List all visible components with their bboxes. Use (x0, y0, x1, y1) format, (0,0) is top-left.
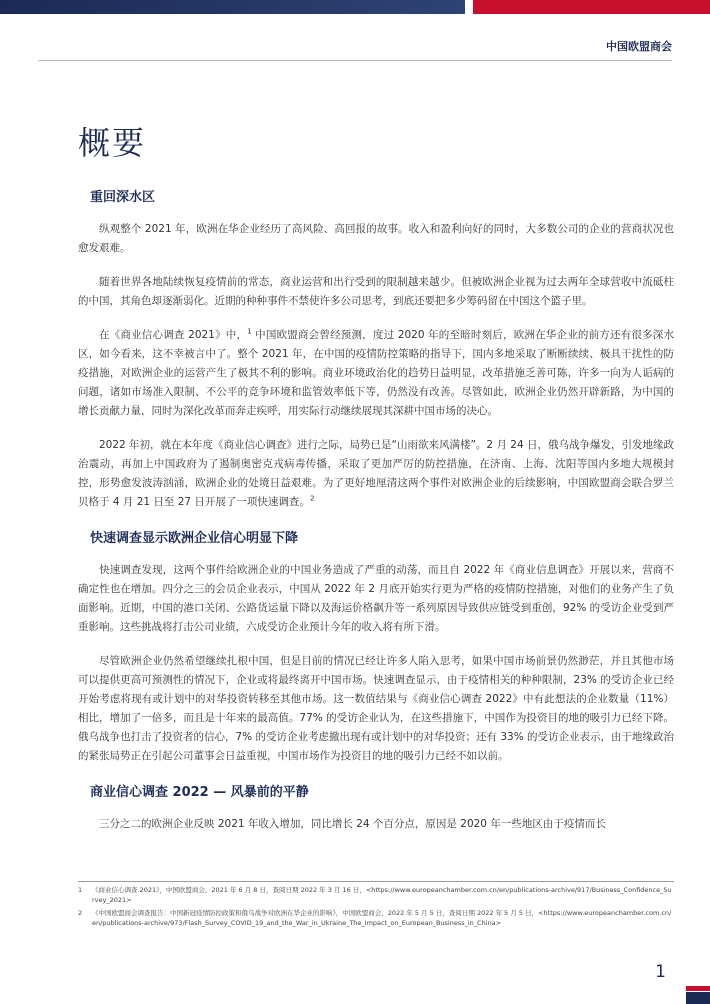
footnote-text: 《中国欧盟商会调查报告：中国新冠疫情防控政策和俄乌战争对欧洲在华企业的影响》，中国欧盟商会，2022 年 5 月 5 日，查阅日期 2022 年 5 月 5 日，<https://www.europeanchamber.com.cn/en/publications-archive/973/Flash_Survey_COVID_19_and_the_War_in_Ukraine_The_Impact_on_European_Business_in_China> (92, 909, 672, 927)
header-bar-red (473, 0, 710, 14)
paragraph-text: 在《商业信心调查 2021》中， (99, 329, 248, 341)
section-heading: 重回深水区 (90, 190, 156, 205)
page-number: 1 (655, 962, 666, 982)
page-title: 概要 (78, 124, 147, 162)
footnote-rule (78, 881, 674, 882)
paragraph: 纵观整个 2021 年，欧洲在华企业经历了高风险、高回报的故事。收入和盈利向好的同时，大多数公司的企业的营商状况也愈发艰难。 (78, 223, 674, 254)
footnote (78, 908, 674, 928)
footnotes (78, 885, 674, 931)
main-content (78, 186, 674, 849)
paragraph (78, 436, 674, 512)
corner-accent-navy (686, 992, 710, 1004)
header-bar-gap (465, 0, 473, 14)
footnote-number: 1 (78, 886, 83, 894)
footnote-ref: 1 (247, 327, 252, 336)
corner-accent (686, 986, 710, 1004)
footnote-number: 2 (78, 909, 83, 917)
paragraph: 三分之二的欧洲企业反映 2021 年收入增加，同比增长 24 个百分点，原因是 2020 年一些地区由于疫情而长 (99, 818, 606, 830)
paragraph: 尽管欧洲企业仍然希望继续扎根中国，但是目前的情况已经让许多人陷入思考，如果中国市场前景仍然渺茫，并且其他市场可以提供更高可预测性的情况下，企业或将最终离开中国市场。快速调查显示，由于疫情相关的种种限制，23% 的受访企业已经开始考虑将现有或计划中的对华投资转移至其他市场。这一数值结果与《商业信心调查 2022》中有此想法的企业数量（11%）相比，增加了一倍多，而且是十年来的最高值。77% 的受访企业认为，在这些措施下，中国作为投资目的地的吸引力已经下降。俄乌战争也打击了投资者的信心，7% 的受访企业考虑撤出现有或计划中的对华投资；还有 33% 的受访企业表示，由于地缘政治的紧张局势正在引起公司董事会日益重视，中国市场作为投资目的地的吸引力已经不如以前。 (78, 655, 675, 762)
paragraph (78, 326, 674, 421)
section-heading: 快速调查显示欧洲企业信心明显下降 (90, 531, 299, 546)
header-color-bar (0, 0, 710, 14)
corner-accent-red (686, 986, 710, 991)
paragraph: 随着世界各地陆续恢复疫情前的常态，商业运营和出行受到的限制越来越少。但被欧洲企业视为过去两年全球营收中流砥柱的中国，其角色却逐渐弱化。近期的种种事件不禁使许多公司思考，到底还要把多少筹码留在中国这个篮子里。 (78, 276, 674, 307)
paragraph: 快速调查发现，这两个事件给欧洲企业的中国业务造成了严重的动荡，而且自 2022 年《商业信息调查》开展以来，营商不确定性也在增加。四分之三的会员企业表示，中国从 2022 年 2 月底开始实行更为严格的疫情防控措施，对他们的业务产生了负面影响。近期，中国的港口关闭、公路货运量下降以及海运价格飙升等一系列原因导致供应链受到重创，92% 的受访企业受到严重影响。这些挑战将打击公司业绩，六成受访企业预计今年的收入将有所下滑。 (78, 564, 674, 633)
organization-name: 中国欧盟商会 (606, 40, 672, 53)
header-bar-navy (0, 0, 465, 14)
footnote-text: 《商业信心调查 2021》，中国欧盟商会，2021 年 6 月 8 日，查阅日期 2022 年 3 月 16 日，<https://www.europeanchamber.com.cn/en/publications-archive/917/Business_Confidence_Survey_2021> (92, 886, 672, 904)
footnote-ref: 2 (309, 494, 315, 503)
section-heading: 商业信心调查 2022 — 风暴前的平静 (90, 785, 309, 800)
paragraph-text: 中国欧盟商会曾经预测，度过 2020 年的至暗时刻后，欧洲在华企业的前方还有很多深水区，如今看来，这不幸被言中了。整个 2021 年，在中国的疫情防控策略的指导下，国内多地采取了断断续续、极具干扰性的防疫措施，对欧洲企业的运营产生了极其不利的影响。商业环境政治化的趋势日益明显，改革措施乏善可陈，许多一向为人诟病的问题，诸如市场准入限制、不公平的竞争环境和监管效率低下等，仍然没有改善。尽管如此，欧洲企业仍然开辟新路，为中国的增长贡献力量，同时为深化改革而奔走疾呼，用实际行动继续展现其深耕中国市场的决心。 (78, 329, 674, 417)
header-rule (38, 60, 672, 61)
paragraph-text: 2022 年初，就在本年度《商业信心调查》进行之际，局势已是“山雨欲来风满楼”。2 月 24 日，俄乌战争爆发，引发地缘政治震动，再加上中国政府为了遏制奥密克戎病毒传播，采取了更加严厉的防控措施，在济南、上海、沈阳等国内多地大规模封控，形势愈发波涛汹涌，欧洲企业的处境日益艰难。为了更好地厘清这两个事件对欧洲企业的后续影响，中国欧盟商会联合罗兰贝格于 4 月 21 日至 27 日开展了一项快速调查。 (78, 439, 674, 508)
footnote (78, 885, 674, 905)
